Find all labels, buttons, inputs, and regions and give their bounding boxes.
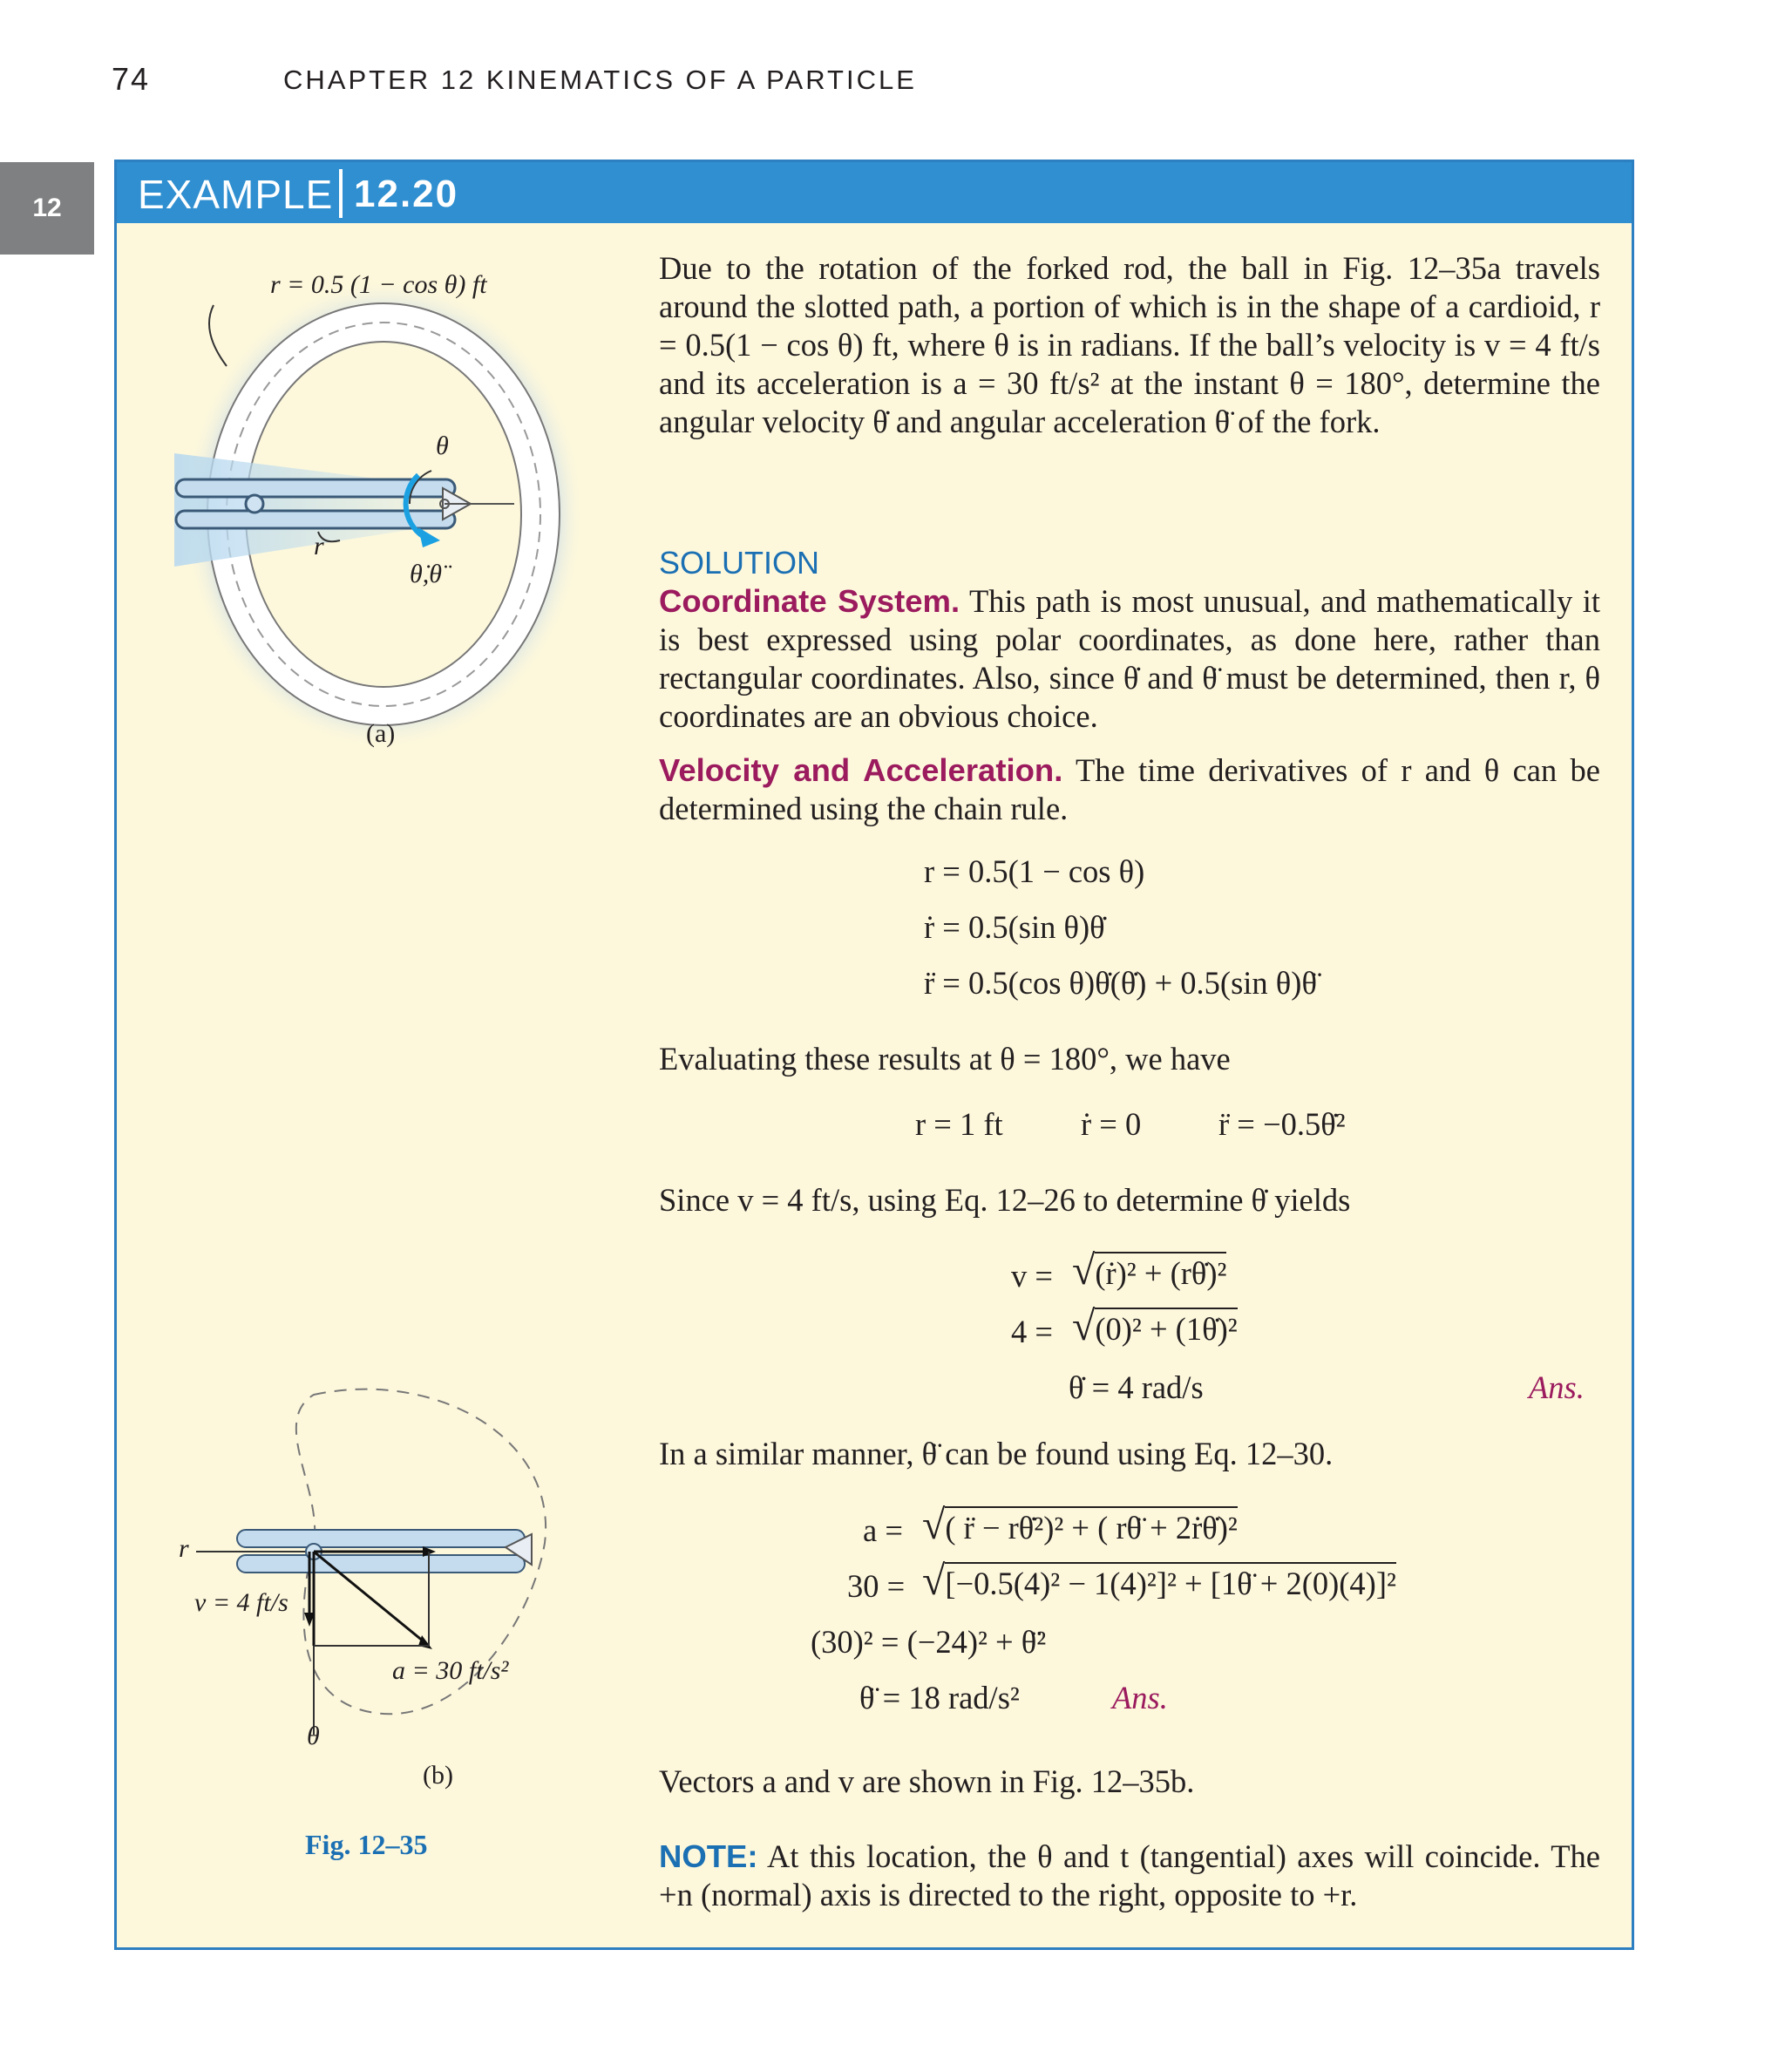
eval-rdot: ṙ = 0 [1081, 1106, 1142, 1142]
velocity-section [659, 751, 1600, 828]
a-eq2-lhs: 30 = [847, 1568, 906, 1604]
v-eq1-radicand: (ṙ)² + (rθ̇)² [1095, 1252, 1226, 1291]
fig-a-rates-label: θ̇,θ̈ [410, 560, 442, 588]
fig-b-r-label: r [179, 1534, 189, 1563]
fig-b-theta-label: θ [307, 1722, 320, 1750]
equation-r: r = 0.5(1 − cos θ) [924, 853, 1145, 889]
radical-sign: √ [1072, 1303, 1096, 1349]
radical-sign: √ [922, 1558, 946, 1604]
a-eq3: (30)² = (−24)² + θ̈² [811, 1624, 1047, 1660]
eval-r: r = 1 ft [915, 1106, 1003, 1142]
problem-statement [659, 249, 1600, 441]
a-eq2-radicand: [−0.5(4)² − 1(4)²]² + [1θ̈ + 2(0)(4)]² [945, 1562, 1396, 1601]
figure-caption: Fig. 12–35 [305, 1829, 428, 1860]
fig-b-tine-lower [237, 1555, 525, 1573]
problem-text: Due to the rotation of the forked rod, the ball in Fig. 12–35a travels around the slotted path, a portion of which is in the shape of a cardioid, r = 0.5(1 − cos θ) ft, where θ is in radians. If the ball’s velocity is v = 4 ft/s and its acceleration is a = 30 ft/s² at the instant θ = 180°, determine the angular velocity θ̇ and angular acceleration θ̈ of the fork. [659, 250, 1600, 439]
solution-title: SOLUTION [659, 545, 820, 581]
a-eq2-radical [922, 1557, 1396, 1605]
example-label: EXAMPLE [138, 172, 334, 217]
v-eq2-radical [1072, 1302, 1238, 1350]
coordinate-system-text: This path is most unusual, and mathematically it is best expressed using polar coordinates, as done here, rather than rectangular coordinates. Also, since θ̇ and θ̈ must be determined, then r, θ coordinates are an obvious choice. [659, 583, 1601, 734]
fig-b-v-label: v = 4 ft/s [194, 1588, 288, 1617]
evaluating-text: Evaluating these results at θ = 180°, we have [659, 1041, 1231, 1077]
fig-b-caption: (b) [423, 1761, 453, 1790]
fig-a-curve-label: r = 0.5 (1 − cos θ) ft [270, 270, 487, 299]
fig-b-a-label: a = 30 ft/s² [392, 1656, 509, 1685]
v-eq2-lhs: 4 = [1011, 1314, 1053, 1349]
figure-a [166, 262, 584, 785]
fig-b-tine-upper [237, 1530, 525, 1547]
similar-text: In a similar manner, θ̈ can be found using Eq. 12–30. [659, 1436, 1334, 1471]
v-eq1-radical [1072, 1247, 1226, 1294]
radical-sign: √ [1072, 1247, 1096, 1294]
velocity-heading: Velocity and Acceleration. [659, 752, 1063, 788]
example-header [117, 162, 1632, 223]
chapter-tab: 12 [0, 162, 94, 255]
note-section [659, 1838, 1600, 1914]
example-divider [339, 169, 343, 218]
page-number: 74 [112, 61, 151, 97]
curve-leader [209, 305, 227, 366]
fig-a-theta-label: θ [436, 431, 449, 460]
eval-rddot: r̈ = −0.5θ̇² [1218, 1106, 1346, 1142]
fig-a-caption: (a) [366, 719, 396, 748]
a-eq1-radical [922, 1501, 1238, 1549]
figure-b [174, 1369, 575, 1770]
equation-rdot: ṙ = 0.5(sin θ)θ̇ [924, 909, 1105, 945]
a-result: θ̈ = 18 rad/s² [859, 1680, 1020, 1715]
v-eq2-radicand: (0)² + (1θ̇)² [1095, 1308, 1237, 1347]
coordinate-system-section [659, 582, 1600, 736]
ball [246, 495, 263, 513]
a-eq1-lhs: a = [863, 1512, 903, 1548]
example-number: 12.20 [354, 173, 459, 215]
note-label: NOTE: [659, 1838, 758, 1874]
velocity-text: The time derivatives of r and θ can be determined using the chain rule. [659, 752, 1600, 826]
a-eq1-radicand: ( r̈ − rθ̇²)² + ( rθ̈ + 2ṙθ̇)² [945, 1506, 1238, 1546]
since-text: Since v = 4 ft/s, using Eq. 12–26 to determine θ̇ yields [659, 1182, 1351, 1218]
answer-label-1: Ans. [1529, 1369, 1585, 1405]
v-eq1-lhs: v = [1011, 1258, 1053, 1294]
radical-sign: √ [922, 1502, 946, 1548]
note-text: At this location, the θ and t (tangential) axes will coincide. The +n (normal) axis is directed to the right, opposite to +r. [659, 1838, 1600, 1912]
vectors-text: Vectors a and v are shown in Fig. 12–35b. [659, 1763, 1195, 1799]
answer-label-2: Ans. [1112, 1680, 1168, 1715]
v-result: θ̇ = 4 rad/s [1069, 1369, 1204, 1405]
equation-rddot: r̈ = 0.5(cos θ)θ̇(θ̇) + 0.5(sin θ)θ̈ [924, 965, 1317, 1001]
running-head: CHAPTER 12 KINEMATICS OF A PARTICLE [283, 65, 917, 95]
fig-a-r-label: r [314, 532, 324, 560]
coordinate-system-heading: Coordinate System. [659, 583, 960, 619]
